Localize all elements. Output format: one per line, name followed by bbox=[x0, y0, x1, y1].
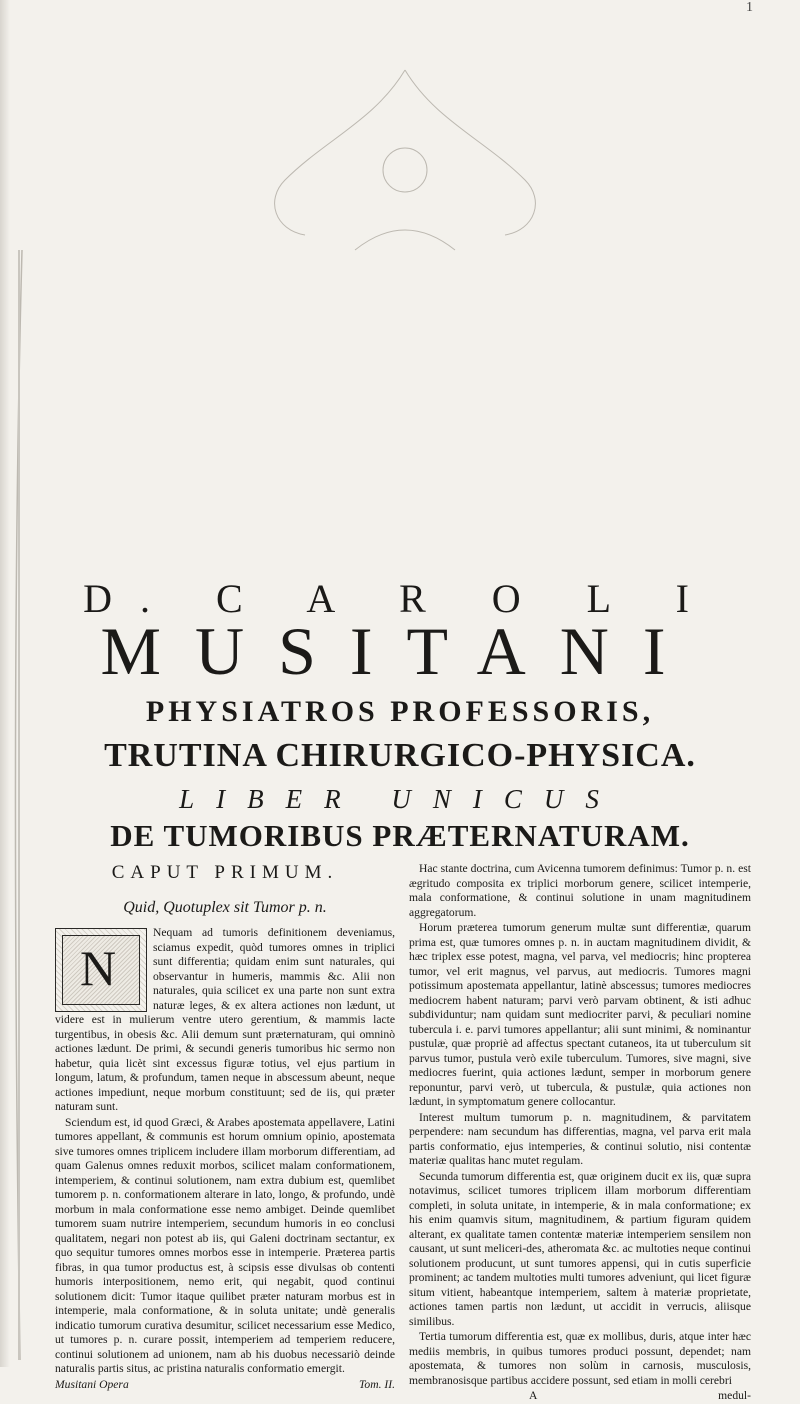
paragraph: Sciendum est, id quod Græci, & Arabes apostemata appellavere, Latini tumores appellant, & communis est horum omnium opinio, apostemata sive tumores omnes triplicem includere illam morborum differentiam, ad quam Galenus omnes reduxit morbos, scilicet malam conformationem, intemperiem, & continui solutionem, nam extra dubium est, quemlibet tumorem p. n. conformationem alterare in lato, longo, & profundo, undè morbum in mala conformatione esse nemo ambiget. Deinde quemlibet tumorem suam nutrire intemperiem, secundum humoris in eo conclusi qualitatem, negari non potest ab iis, qui Galeni doctrinam sectantur, ex quo sequitur tumores omnes morbos esse in intemperie. Præterea partis fibras, in qua tumor productus est, à scipsis esse divulsas ob contenti humoris interpositionem, nemo erit, qui negabit, quod continui solutionem dicit: Tumor itaque quilibet præter naturam morbus est in intemperie, mala conformatione, & in soluta unitate; undè generalis indicatio tumorum curativa desumitur, scilicet necessarium esse Medico, ut tumores p. n. curare possit, intemperiem ad temperiem reducere, continui solutionem ad unionem, nam ab his duobus necessariò deinde naturalis partis situs, ac pristina naturalis conformatio emergit. bbox=[55, 1115, 395, 1375]
ornament-tailpiece bbox=[205, 60, 605, 270]
author-title: PHYSIATROS PROFESSORIS, bbox=[145, 695, 655, 728]
author-prefix: D. C A R O L I bbox=[83, 576, 717, 621]
page-edge-line bbox=[18, 250, 20, 1360]
signature-mark: A bbox=[529, 1389, 538, 1402]
footer-tome: Tom. II. bbox=[359, 1377, 395, 1391]
paragraph: Hac stante doctrina, cum Avicenna tumorem definimus: Tumor p. n. est ægritudo composita ex triplici morborum genere, scilicet intemperie, mala conformatione, & continui solutione in unam magnitudinem aggregatorum. bbox=[409, 862, 751, 919]
right-footer bbox=[409, 1389, 751, 1404]
right-column bbox=[409, 862, 751, 1404]
chapter-subtitle: Quid, Quotuplex sit Tumor p. n. bbox=[123, 899, 327, 916]
corner-mark: 1 bbox=[746, 0, 753, 15]
initial-letter: N bbox=[80, 940, 117, 996]
paragraph: Horum præterea tumorum generum multæ sunt differentiæ, quarum prima est, quæ tumores omnes p. n. in auctam magnitudinem dividit, & hæc triplex esse potest, magna, vel parva, vel mediocris; hinc propterea tumor, vel erit magnus, vel parvus, aut mediocris. Tumores magni potissimum apostemata appellantur, latinè abscessus; tumores mediocres mediocrem habent naturam; parvi verò parvam obtinent, & isti adhuc subdividuntur; nam quidam sunt mediocriter parvi, & peculiari nomine tubercula i. e. parvi tumores appellantur; alii sunt minimi, & nominantur pustulæ, quæ propriè ad affectus spectant cutaneos, ita ut tuberculum sit parvus tumor, pustula verò exile tuberculum. Tumores, sive magni, sive mediocres fuerint, quia actiones lædunt, semper in morborum genere reponuntur, parvi verò, ut tubercula, & pustulæ, quia actiones non lædunt, in symptomatum genere collocantur. bbox=[409, 921, 751, 1108]
catchword: medul- bbox=[718, 1389, 751, 1402]
footer-work: Musitani Opera bbox=[55, 1377, 129, 1391]
paragraph: Tertia tumorum differentia est, quæ ex mollibus, duris, atque inter hæc mediis membris, in quibus tumores produci possunt, dependet; nam apostemata, & tumores non solùm in carnosis, musculosis, membranosisque partibus accidere possunt, sed etiam in molli cerebri bbox=[409, 1330, 751, 1387]
paragraph: Nequam ad tumoris definitionem deveniamus, sciamus expedit, quòd tumores omnes in triplici sunt differentia; quidam enim sunt naturales, qui observantur in humeris, mammis &c. Alii non naturales, quia scilicet ex una parte non sunt extra naturæ leges, & ex altera actiones non lædunt, ut videre est in mulierum ventre utero gerentium, & mammis lacte turgentibus, in obesis &c. Alii demum sunt præternaturam, qui omninò actiones lædunt. De primi, & secundi generis tumoribus hic sermo non habetur, quia licèt sint excessus figuræ totius, vel ejus partium in longum, latum, & profundum, tamen neque in abscessum abeunt, neque actiones impediunt, neque morbum constituunt; sed de iis, qui præter naturam sunt. bbox=[55, 926, 395, 1113]
left-column bbox=[55, 862, 395, 1392]
book-label: LIBER UNICUS bbox=[179, 784, 621, 814]
work-title: TRUTINA CHIRURGICO-PHYSICA. bbox=[104, 737, 696, 774]
paragraph: Secunda tumorum differentia est, quæ originem ducit ex iis, quæ supra notavimus, scilicet tumores triplicem illam morborum differentiam completi, in soluta unitate, in intemperie, & in mala conformatione; ex his enim quamvis situm, magnitudinem, & partium figuram quidem alterant, ex qualitate tamen contentæ materiæ intemperiem sensilem non causant, ut sunt meliceri-des, atheromata &c. ac multoties neque continui solutionem producunt, ut sunt tumores appensi, qui in cutis superficie prominent; ac tandem multoties multi tumores adveniunt, qui licet figuræ situm vitient, habeantque intemperiem, saltem à materiæ proprietate, actiones tamen partis non lædunt, ut accidit in verrucis, aliisque similibus. bbox=[409, 1169, 751, 1328]
author-name: MUSITANI bbox=[100, 613, 700, 689]
paragraph: Interest multum tumorum p. n. magnitudinem, & parvitatem perpendere: nam secundum has differentias, magna, vel parva erit mala partis conformatio, ejus intemperies, & continui solutio, nisi contentæ materiæ qualitas hanc mutet regulam. bbox=[409, 1110, 751, 1167]
subject-title: DE TUMORIBUS PRÆTERNATURAM. bbox=[110, 818, 690, 853]
chapter-title: CAPUT PRIMUM. bbox=[111, 862, 339, 883]
decorated-initial bbox=[55, 928, 147, 1012]
left-footer bbox=[55, 1378, 395, 1393]
